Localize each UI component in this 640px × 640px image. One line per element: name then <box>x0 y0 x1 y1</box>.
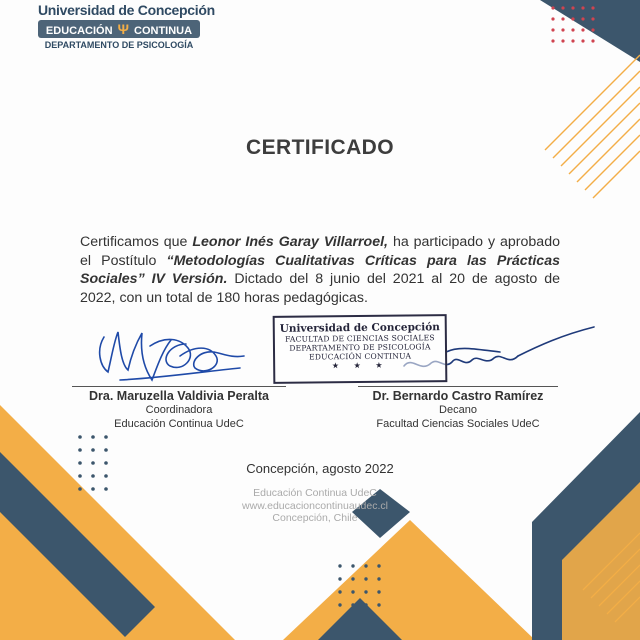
psi-icon: Ψ <box>117 21 129 37</box>
logo-program-right: CONTINUA <box>134 25 193 37</box>
footer-website: www.educacioncontinuaudec.cl <box>242 499 388 512</box>
body-tail: Dictado del 8 junio del 2021 al 20 de agosto de 2022, con un total de 180 horas pedagógicas. <box>80 271 560 306</box>
body-mid: ha participado y aprobado el Postítulo <box>80 234 560 269</box>
certificate-title: CERTIFICADO <box>246 136 394 159</box>
faculty-stamp <box>273 314 448 384</box>
signatory-role: Coordinadora <box>145 404 213 416</box>
stamp-department: DEPARTAMENTO DE PSICOLOGÍA <box>289 342 431 353</box>
signatory-name: Dra. Maruzella Valdivia Peralta <box>89 389 269 403</box>
stamp-stars: ★ ★ ★ <box>331 360 389 371</box>
signatory-unit: Educación Continua UdeC <box>114 418 244 430</box>
footer-org: Educación Continua UdeC <box>253 487 377 499</box>
signature-line <box>72 386 286 387</box>
stamp-program: EDUCACIÓN CONTINUA <box>309 351 412 362</box>
logo-program-left: EDUCACIÓN <box>45 25 113 37</box>
logo-department: DEPARTAMENTO DE PSICOLOGÍA <box>44 40 194 50</box>
logo-university-name: Universidad de Concepción <box>38 2 215 18</box>
stamp-university: Universidad de Concepción <box>279 321 440 335</box>
signatory-left <box>72 386 286 431</box>
signatory-unit: Facultad Ciencias Sociales UdeC <box>376 418 540 430</box>
place-date: Concepción, agosto 2022 <box>246 461 394 476</box>
body-lead: Certificamos que <box>80 234 188 250</box>
recipient-name: Leonor Inés Garay Villarroel, <box>192 234 388 250</box>
signatory-right <box>358 386 558 431</box>
course-name: “Metodologías Cualitativas Críticas para las Prácticas Sociales” IV Versión. <box>80 252 560 288</box>
signatory-name: Dr. Bernardo Castro Ramírez <box>372 389 544 403</box>
signature-left <box>100 332 244 380</box>
footer-location: Concepción, Chile <box>272 512 358 524</box>
signatory-role: Decano <box>439 404 477 416</box>
stamp-faculty: FACULTAD DE CIENCIAS SOCIALES <box>285 333 435 344</box>
signature-line <box>358 386 558 387</box>
footer-contact <box>0 487 630 525</box>
